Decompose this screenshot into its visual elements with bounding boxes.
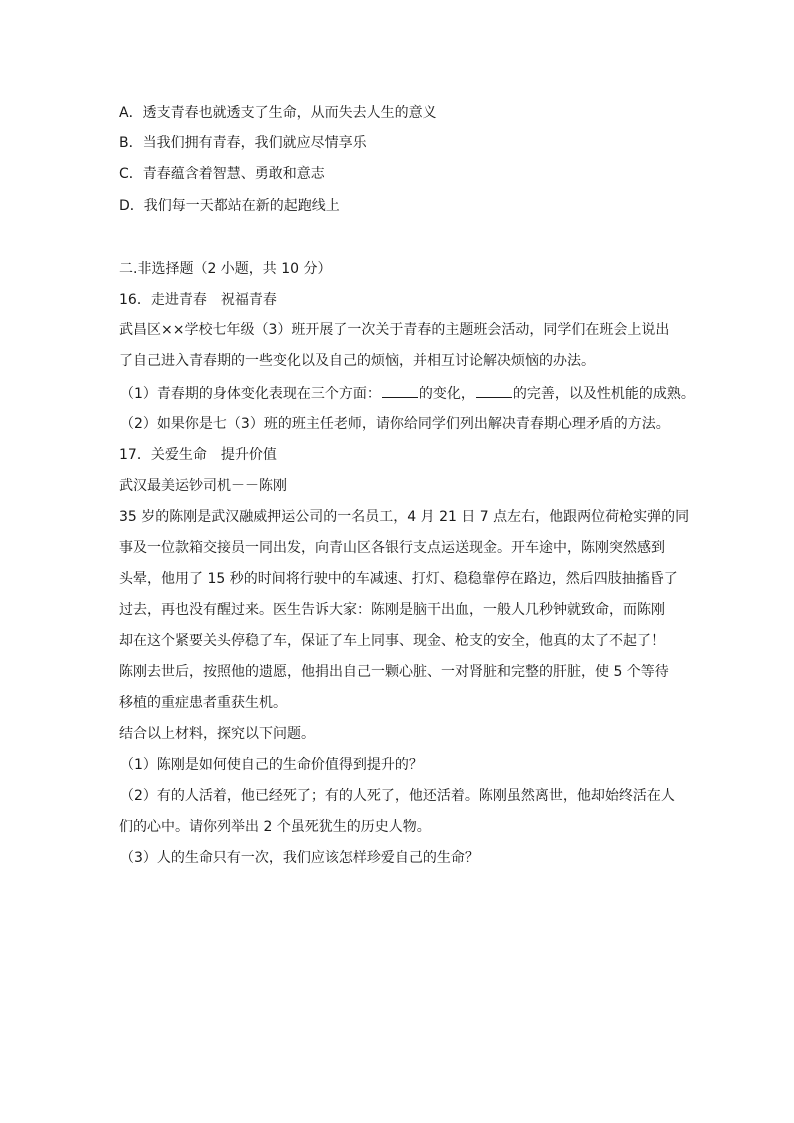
q17-para-line2: 事及一位款箱交接员一同出发，向青山区各银行支点运送现金。开车途中，陈刚突然感到 <box>119 540 665 556</box>
option-c: C．青春蕴含着智慧、勇敢和意志 <box>119 166 325 182</box>
q17-para-line7: 移植的重症患者重获生机。 <box>119 695 287 711</box>
q16-title: 16．走进青春 祝福青春 <box>119 292 277 308</box>
q17-title: 17．关爱生命 提升价值 <box>119 447 277 463</box>
q17-prompt: 结合以上材料，探究以下问题。 <box>119 726 315 742</box>
q17-para-line3: 头晕，他用了 15 秒的时间将行驶中的车减速、打灯、稳稳靠停在路边，然后四肢抽搐昏了 <box>119 571 678 587</box>
q17-sub2-line2: 们的心中。请你列举出 2 个虽死犹生的历史人物。 <box>119 819 431 835</box>
q17-sub2-line1: （2）有的人活着，他已经死了；有的人死了，他还活着。陈刚虽然离世，他却始终活在人 <box>120 788 675 804</box>
q17-sub3: （3）人的生命只有一次，我们应该怎样珍爱自己的生命？ <box>120 850 479 866</box>
answer-blank-2[interactable] <box>476 383 512 398</box>
q17-subtitle: 武汉最美运钞司机－－陈刚 <box>119 478 287 494</box>
q16-sub1-text-c: 的完善，以及性机能的成熟。 <box>512 386 695 402</box>
q16-sub1 <box>120 383 695 404</box>
q16-sub1-text-b: 的变化， <box>418 386 475 402</box>
q17-para-line4: 过去，再也没有醒过来。医生告诉大家：陈刚是脑干出血，一般人几秒钟就致命，而陈刚 <box>119 602 665 618</box>
q16-intro-line1: 武昌区××学校七年级（3）班开展了一次关于青春的主题班会活动，同学们在班会上说出 <box>119 322 670 338</box>
q17-para-line5: 却在这个紧要关头停稳了车，保证了车上同事、现金、枪支的安全，他真的太了不起了！ <box>119 633 665 649</box>
q16-sub2: （2）如果你是七（3）班的班主任老师，请你给同学们列出解决青春期心理矛盾的方法。 <box>120 416 670 432</box>
answer-blank-1[interactable] <box>382 383 418 398</box>
q17-para-line1: 35 岁的陈刚是武汉融威押运公司的一名员工，4 月 21 日 7 点左右，他跟两位荷枪实弹的同 <box>119 509 690 525</box>
section-heading: 二.非选择题（2 小题，共 10 分） <box>119 261 332 277</box>
option-d: D．我们每一天都站在新的起跑线上 <box>119 198 340 214</box>
q16-intro-line2: 了自己进入青春期的一些变化以及自己的烦恼，并相互讨论解决烦恼的办法。 <box>119 353 595 369</box>
option-b: B．当我们拥有青春，我们就应尽情享乐 <box>119 135 367 151</box>
option-a: A．透支青春也就透支了生命，从而失去人生的意义 <box>119 105 437 121</box>
q16-sub1-text-a: （1）青春期的身体变化表现在三个方面： <box>120 386 381 402</box>
q17-sub1: （1）陈刚是如何使自己的生命价值得到提升的？ <box>120 757 423 773</box>
q17-para-line6: 陈刚去世后，按照他的遗愿，他捐出自己一颗心脏、一对肾脏和完整的肝脏，使 5 个等待 <box>119 664 669 680</box>
